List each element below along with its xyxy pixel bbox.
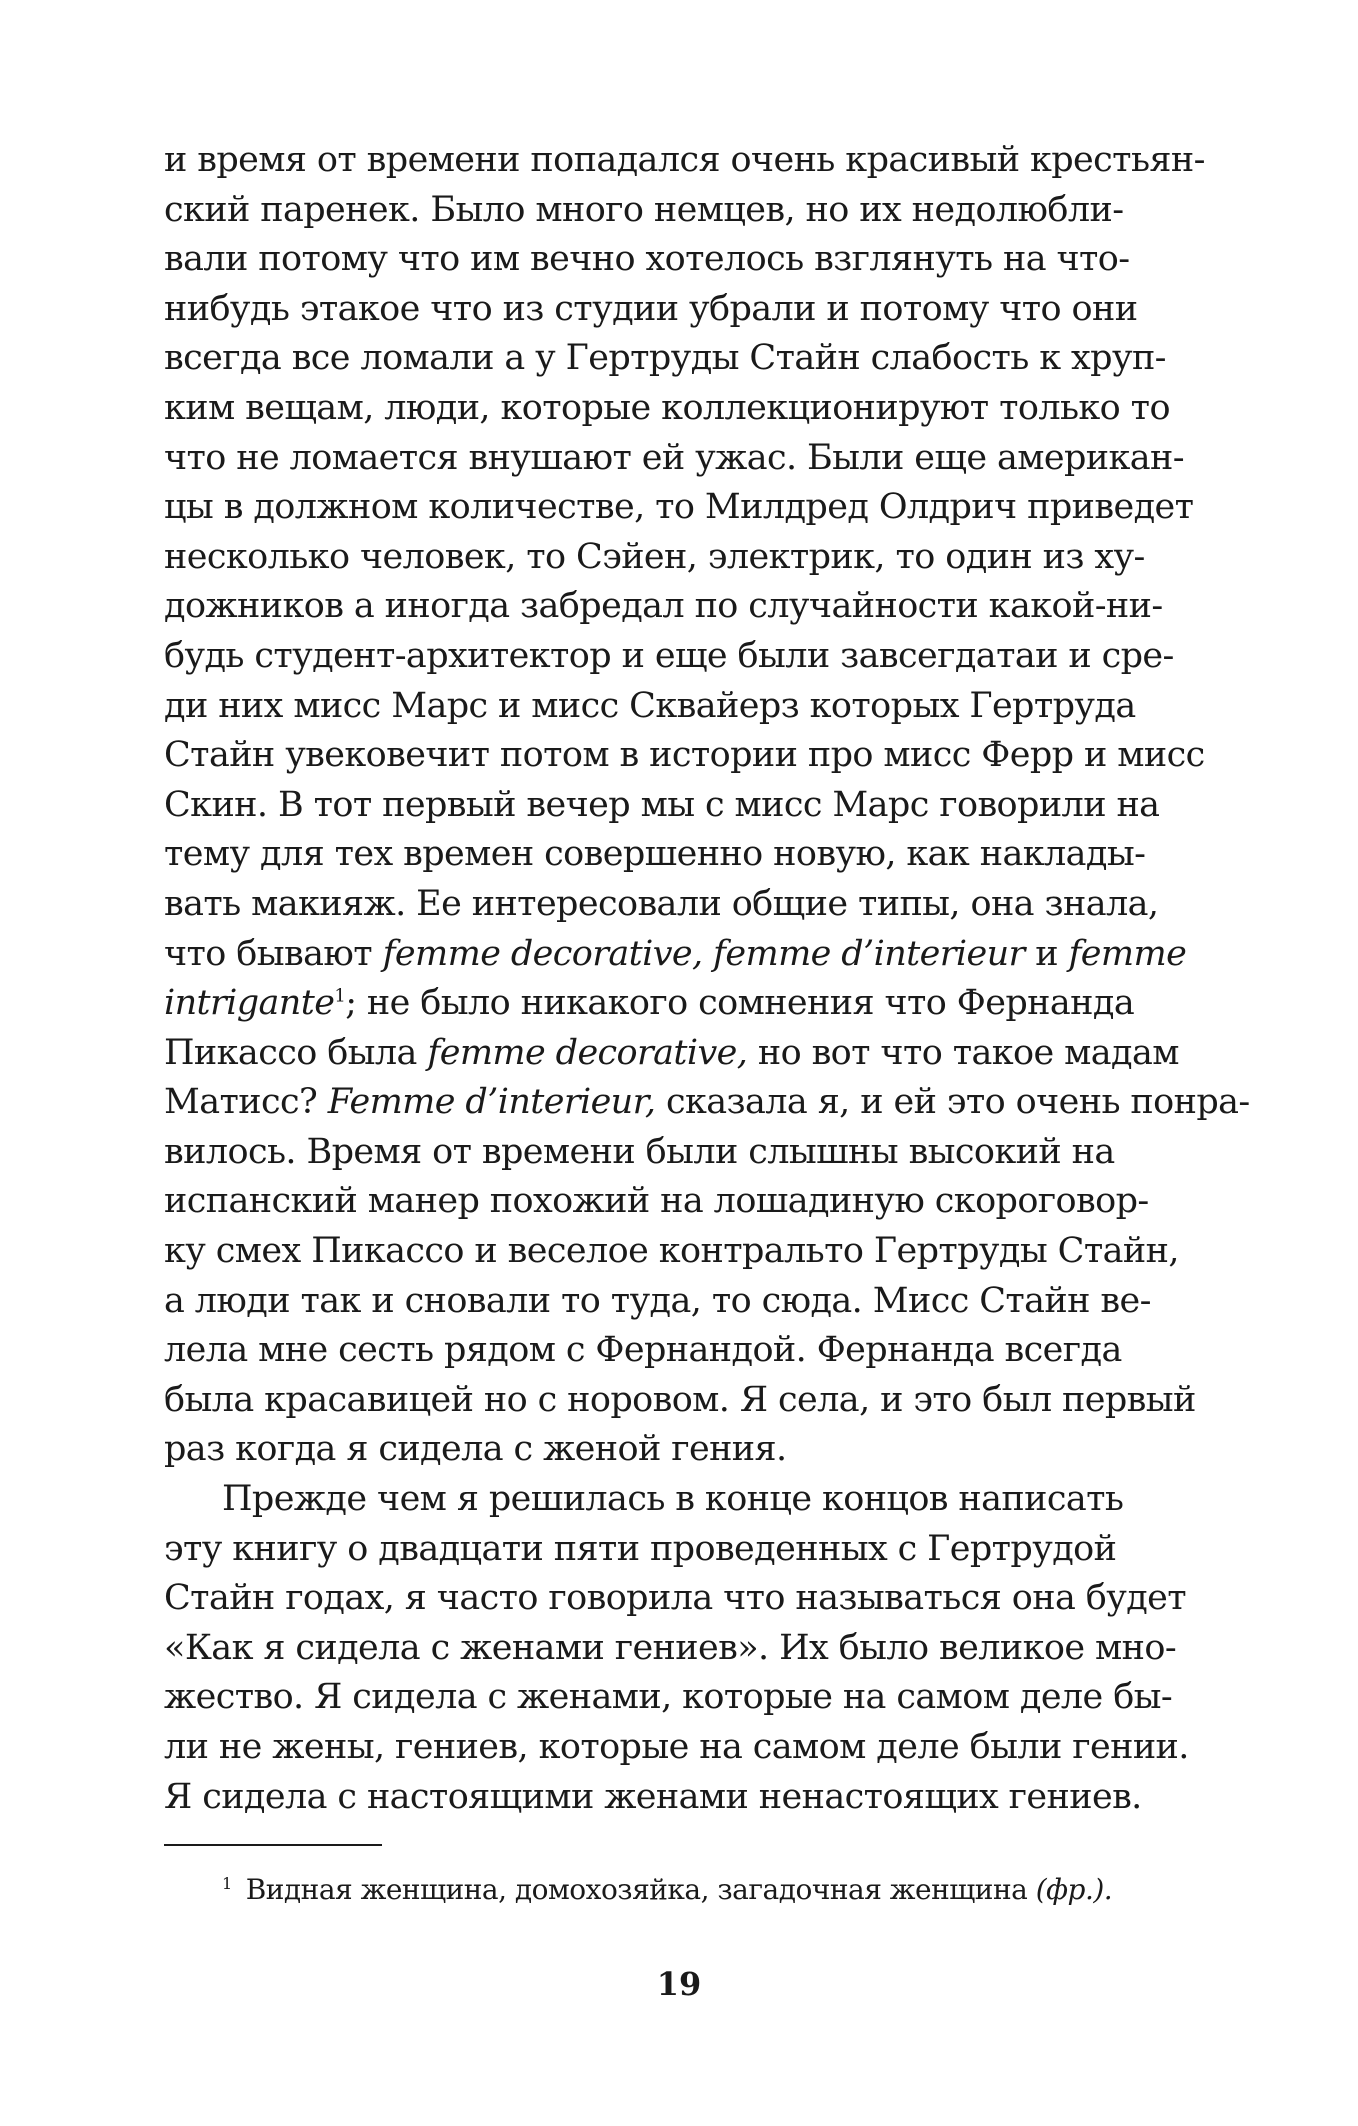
- text-line: жество. Я сидела с женами, которые на самом деле бы-: [164, 1677, 1173, 1718]
- text-line: эту книгу о двадцати пяти проведенных с Гертрудой: [164, 1528, 1117, 1569]
- text-line: раз когда я сидела с женой гения.: [164, 1429, 787, 1470]
- text-line: лела мне сесть рядом с Фернандой. Фернанда всегда: [164, 1330, 1122, 1371]
- text-line: Стайн увековечит потом в истории про мисс Ферр и мисс: [164, 735, 1205, 776]
- text-line: испанский манер похожий на лошадиную скороговор-: [164, 1181, 1149, 1222]
- text-line: вилось. Время от времени были слышны высокий на: [164, 1131, 1115, 1172]
- footnote-divider: [164, 1844, 382, 1846]
- text-line: Скин. В тот первый вечер мы с мисс Марс говорили на: [164, 784, 1160, 825]
- text-line: несколько человек, то Сэйен, электрик, то один из ху-: [164, 536, 1145, 577]
- text-line: «Как я сидела с женами гениев». Их было великое мно-: [164, 1627, 1177, 1668]
- text-line: ку смех Пикассо и веселое контральто Гертруды Стайн,: [164, 1231, 1179, 1272]
- text-line: intrigante$^1$; не было никакого сомнения что Фернанда: [164, 983, 1135, 1024]
- text-line: ким вещам, люди, которые коллекционируют только то: [164, 387, 1170, 428]
- text-line: и время от времени попадался очень красивый крестьян-: [164, 140, 1205, 180]
- text-line: была красавицей но с норовом. Я села, и это был первый: [164, 1379, 1196, 1420]
- text-line: а люди так и сновали то туда, то сюда. Мисс Стайн ве-: [164, 1280, 1151, 1321]
- footnote: [222, 1870, 1194, 1910]
- page-number: 19: [656, 1965, 702, 2003]
- text-line: будь студент-архитектор и еще были завсегдатаи и сре-: [164, 635, 1174, 676]
- text-line: ский паренек. Было много немцев, но их недолюбли-: [164, 189, 1124, 230]
- text-line: нибудь этакое что из студии убрали и потому что они: [164, 288, 1138, 329]
- text-line: Пикассо была femme decorative, но вот что такое мадам: [164, 1032, 1179, 1073]
- text-line: Матисс? Femme d’interieur, сказала я, и ей это очень понра-: [164, 1082, 1250, 1123]
- text-line: ди них мисс Марс и мисс Сквайерз которых Гертруда: [164, 685, 1136, 726]
- footnote-marker[interactable]: 1: [334, 985, 346, 1007]
- text-line: что не ломается внушают ей ужас. Были еще американ-: [164, 437, 1184, 478]
- main-text: [164, 136, 1250, 1822]
- footnote-text: Видная женщина, домохозяйка, загадочная женщина: [245, 1873, 1036, 1906]
- text-line: Я сидела с настоящими женами ненастоящих гениев.: [164, 1776, 1142, 1817]
- text-line: Стайн годах, я часто говорила что называться она будет: [164, 1578, 1187, 1619]
- text-line: тему для тех времен совершенно новую, как наклады-: [164, 834, 1146, 875]
- footnote-number: 1: [222, 1873, 232, 1893]
- text-line: вали потому что им вечно хотелось взглянуть на что-: [164, 239, 1130, 280]
- text-line: всегда все ломали а у Гертруды Стайн слабость к хруп-: [164, 338, 1166, 379]
- text-line: вать макияж. Ее интересовали общие типы, она знала,: [164, 883, 1159, 924]
- text-line: ли не жены, гениев, которые на самом деле были гении.: [164, 1727, 1189, 1767]
- text-line: цы в должном количестве, то Милдред Олдрич приведет: [164, 487, 1194, 528]
- text-line: Прежде чем я решилась в конце концов написать: [222, 1479, 1124, 1520]
- text-line: дожников а иногда забредал по случайности какой-ни-: [164, 586, 1163, 627]
- footnote-language-note: (фр.).: [1035, 1873, 1113, 1906]
- text-line: что бывают femme decorative, femme d’interieur и femme: [164, 933, 1187, 974]
